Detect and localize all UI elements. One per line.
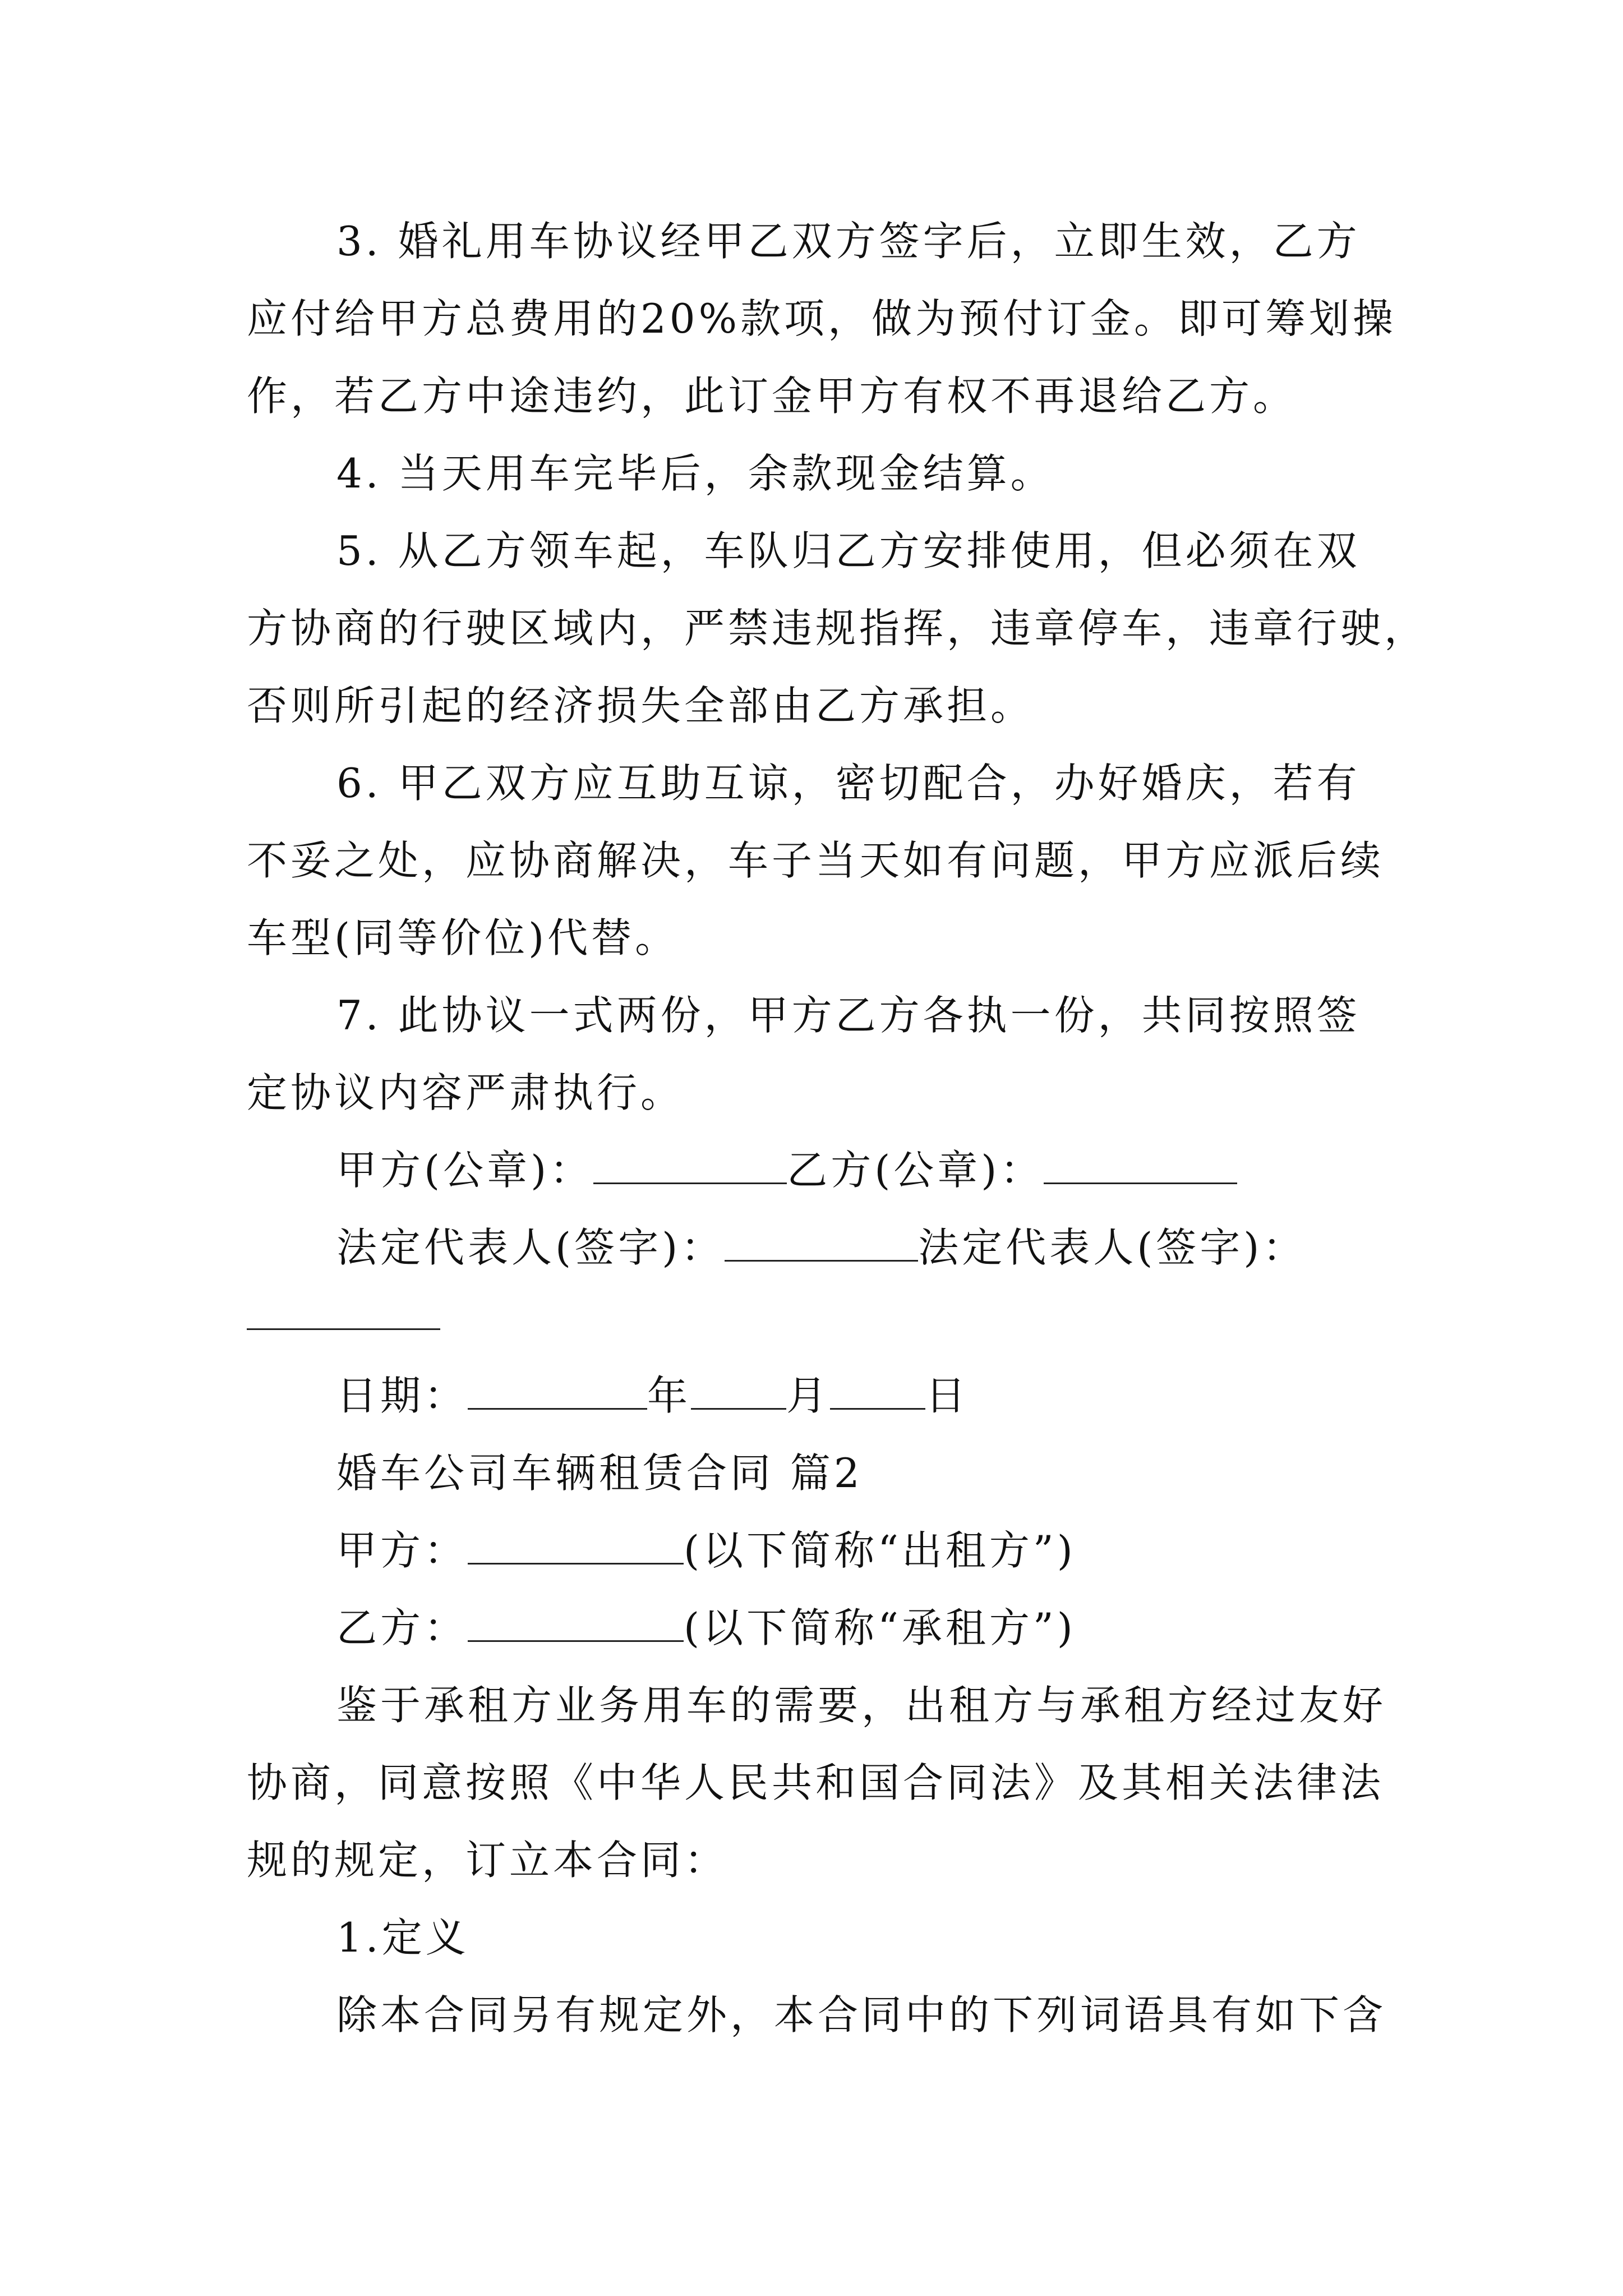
- clause-5-line-2: 方协商的行驶区域内，严禁违规指挥，违章停车，违章行驶，: [247, 605, 1428, 652]
- clause-4-line-1: 4. 当天用车完毕后，余款现金结算。: [336, 450, 1054, 497]
- day-label: 日: [925, 1372, 970, 1419]
- definition-heading: 1.定义: [336, 1914, 469, 1961]
- clause-3-line-3: 作，若乙方中途违约，此订金甲方有权不再退给乙方。: [247, 372, 1297, 420]
- clause-5-line-1: 5. 从乙方领车起，车队归乙方安排使用，但必须在双: [336, 527, 1361, 574]
- party-b-seal-blank: [1044, 1143, 1237, 1184]
- party-b-seal-label: 乙方(公章)：: [787, 1147, 1044, 1194]
- party-a-label: 甲方：: [336, 1527, 468, 1574]
- party-b-label: 乙方：: [336, 1604, 468, 1651]
- clause-6-line-2: 不妥之处，应协商解决，车子当天如有问题，甲方应派后续: [247, 837, 1385, 884]
- clause-7-line-2: 定协议内容严肃执行。: [247, 1069, 685, 1116]
- preamble-line-3: 规的规定，订立本合同：: [247, 1837, 728, 1884]
- year-blank: [468, 1369, 647, 1410]
- clause-3-line-1: 3. 婚礼用车协议经甲乙双方签字后，立即生效，乙方: [336, 218, 1361, 265]
- legal-rep-b-blank: [247, 1328, 440, 1330]
- party-a-seal-label: 甲方(公章)：: [336, 1147, 594, 1194]
- legal-rep-a-label: 法定代表人(签字)：: [336, 1224, 725, 1271]
- party-a-seal-blank: [593, 1143, 787, 1184]
- preamble-line-2: 协商，同意按照《中华人民共和国合同法》及其相关法律法: [247, 1759, 1385, 1806]
- date-label: 日期：: [336, 1372, 468, 1419]
- date-line: [336, 1369, 969, 1423]
- month-label: 月: [786, 1372, 831, 1419]
- legal-rep-a-blank: [725, 1221, 918, 1262]
- year-label: 年: [647, 1372, 691, 1419]
- section-2-heading: 婚车公司车辆租赁合同 篇2: [336, 1450, 863, 1497]
- party-a-blank: [468, 1524, 684, 1565]
- clause-6-line-1: 6. 甲乙双方应互助互谅，密切配合，办好婚庆，若有: [336, 760, 1361, 807]
- preamble-line-1: 鉴于承租方业务用车的需要，出租方与承租方经过友好: [336, 1682, 1387, 1729]
- party-a-line: [336, 1524, 1076, 1577]
- legal-rep-b-label: 法定代表人(签字)：: [918, 1224, 1307, 1271]
- clause-3-line-2: 应付给甲方总费用的20%款项，做为预付订金。即可筹划操: [247, 295, 1397, 342]
- clause-6-line-3: 车型(同等价位)代替。: [247, 914, 679, 961]
- party-b-note: (以下简称“承租方”): [684, 1604, 1076, 1651]
- clause-5-line-3: 否则所引起的经济损失全部由乙方承担。: [247, 682, 1035, 729]
- party-b-line: [336, 1601, 1076, 1655]
- clause-7-line-1: 7. 此协议一式两份，甲方乙方各执一份，共同按照签: [336, 992, 1361, 1039]
- party-b-blank: [468, 1601, 684, 1642]
- seal-line: [336, 1143, 1237, 1197]
- definition-line-1: 除本合同另有规定外，本合同中的下列词语具有如下含: [336, 1991, 1387, 2039]
- party-a-note: (以下简称“出租方”): [684, 1527, 1076, 1574]
- month-blank: [691, 1369, 786, 1410]
- day-blank: [830, 1369, 925, 1410]
- legal-rep-line: [336, 1221, 1306, 1274]
